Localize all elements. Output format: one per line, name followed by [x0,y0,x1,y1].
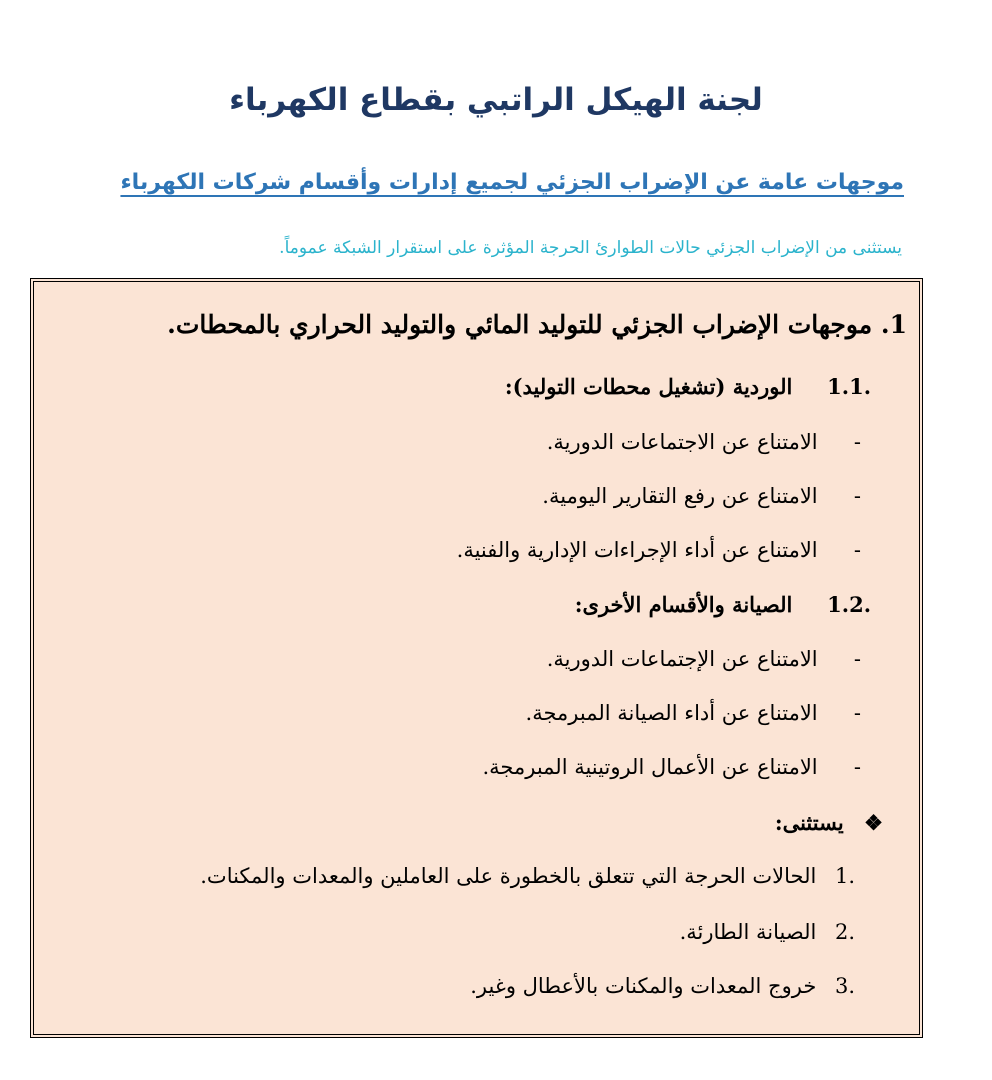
exceptions-label: يستثنى: [774,810,844,835]
list-item [542,484,861,508]
subsection-title: الصيانة والأقسام الأخرى: [574,592,793,617]
list-item [483,755,862,779]
list-item-text: الامتناع عن الاجتماعات الدورية. [546,430,818,454]
exception-number: .1 [834,864,855,888]
dash-bullet: - [853,484,861,508]
exception-item [680,920,855,944]
subsection-heading-shift [505,374,871,399]
list-item [457,538,861,562]
document-title: لجنة الهيكل الراتبي بقطاع الكهرباء [229,82,763,118]
document-subtitle: موجهات عامة عن الإضراب الجزئي لجميع إدارات وأقسام شركات الكهرباء [120,170,904,195]
exceptions-heading [775,810,883,835]
exception-text: الصيانة الطارئة. [679,920,817,944]
list-item [547,647,861,671]
dash-bullet: - [853,430,861,454]
subsection-number: .1.2 [827,592,871,617]
dash-bullet: - [853,701,861,725]
list-item-text: الامتناع عن الأعمال الروتينية المبرمجة. [482,755,818,779]
exception-number: .3 [834,974,855,998]
dash-bullet: - [853,538,861,562]
list-item-text: الامتناع عن الإجتماعات الدورية. [546,647,818,671]
exception-note: يستثنى من الإضراب الجزئي حالات الطوارئ الحرجة المؤثرة على استقرار الشبكة عموماً. [279,238,902,258]
list-item [526,701,861,725]
subsection-number: .1.1 [827,374,871,399]
exception-number: .2 [834,920,855,944]
list-item-text: الامتناع عن رفع التقارير اليومية. [542,484,818,508]
diamond-bullet-icon: ❖ [864,810,883,835]
exception-text: الحالات الحرجة التي تتعلق بالخطورة على العاملين والمعدات والمكنات. [200,864,817,888]
list-item-text: الامتناع عن أداء الإجراءات الإدارية والفنية. [456,538,818,562]
exception-item [200,864,855,888]
dash-bullet: - [853,647,861,671]
dash-bullet: - [853,755,861,779]
list-item [547,430,861,454]
subsection-title: الوردية (تشغيل محطات التوليد): [504,374,793,399]
subsection-heading-maintenance [575,592,871,617]
list-item-text: الامتناع عن أداء الصيانة المبرمجة. [525,701,818,725]
exception-item [470,974,855,998]
exception-text: خروج المعدات والمكنات بالأعطال وغير. [470,974,817,998]
section-heading: 1. موجهات الإضراب الجزئي للتوليد المائي والتوليد الحراري بالمحطات. [167,310,907,339]
guidelines-panel [30,278,923,1038]
